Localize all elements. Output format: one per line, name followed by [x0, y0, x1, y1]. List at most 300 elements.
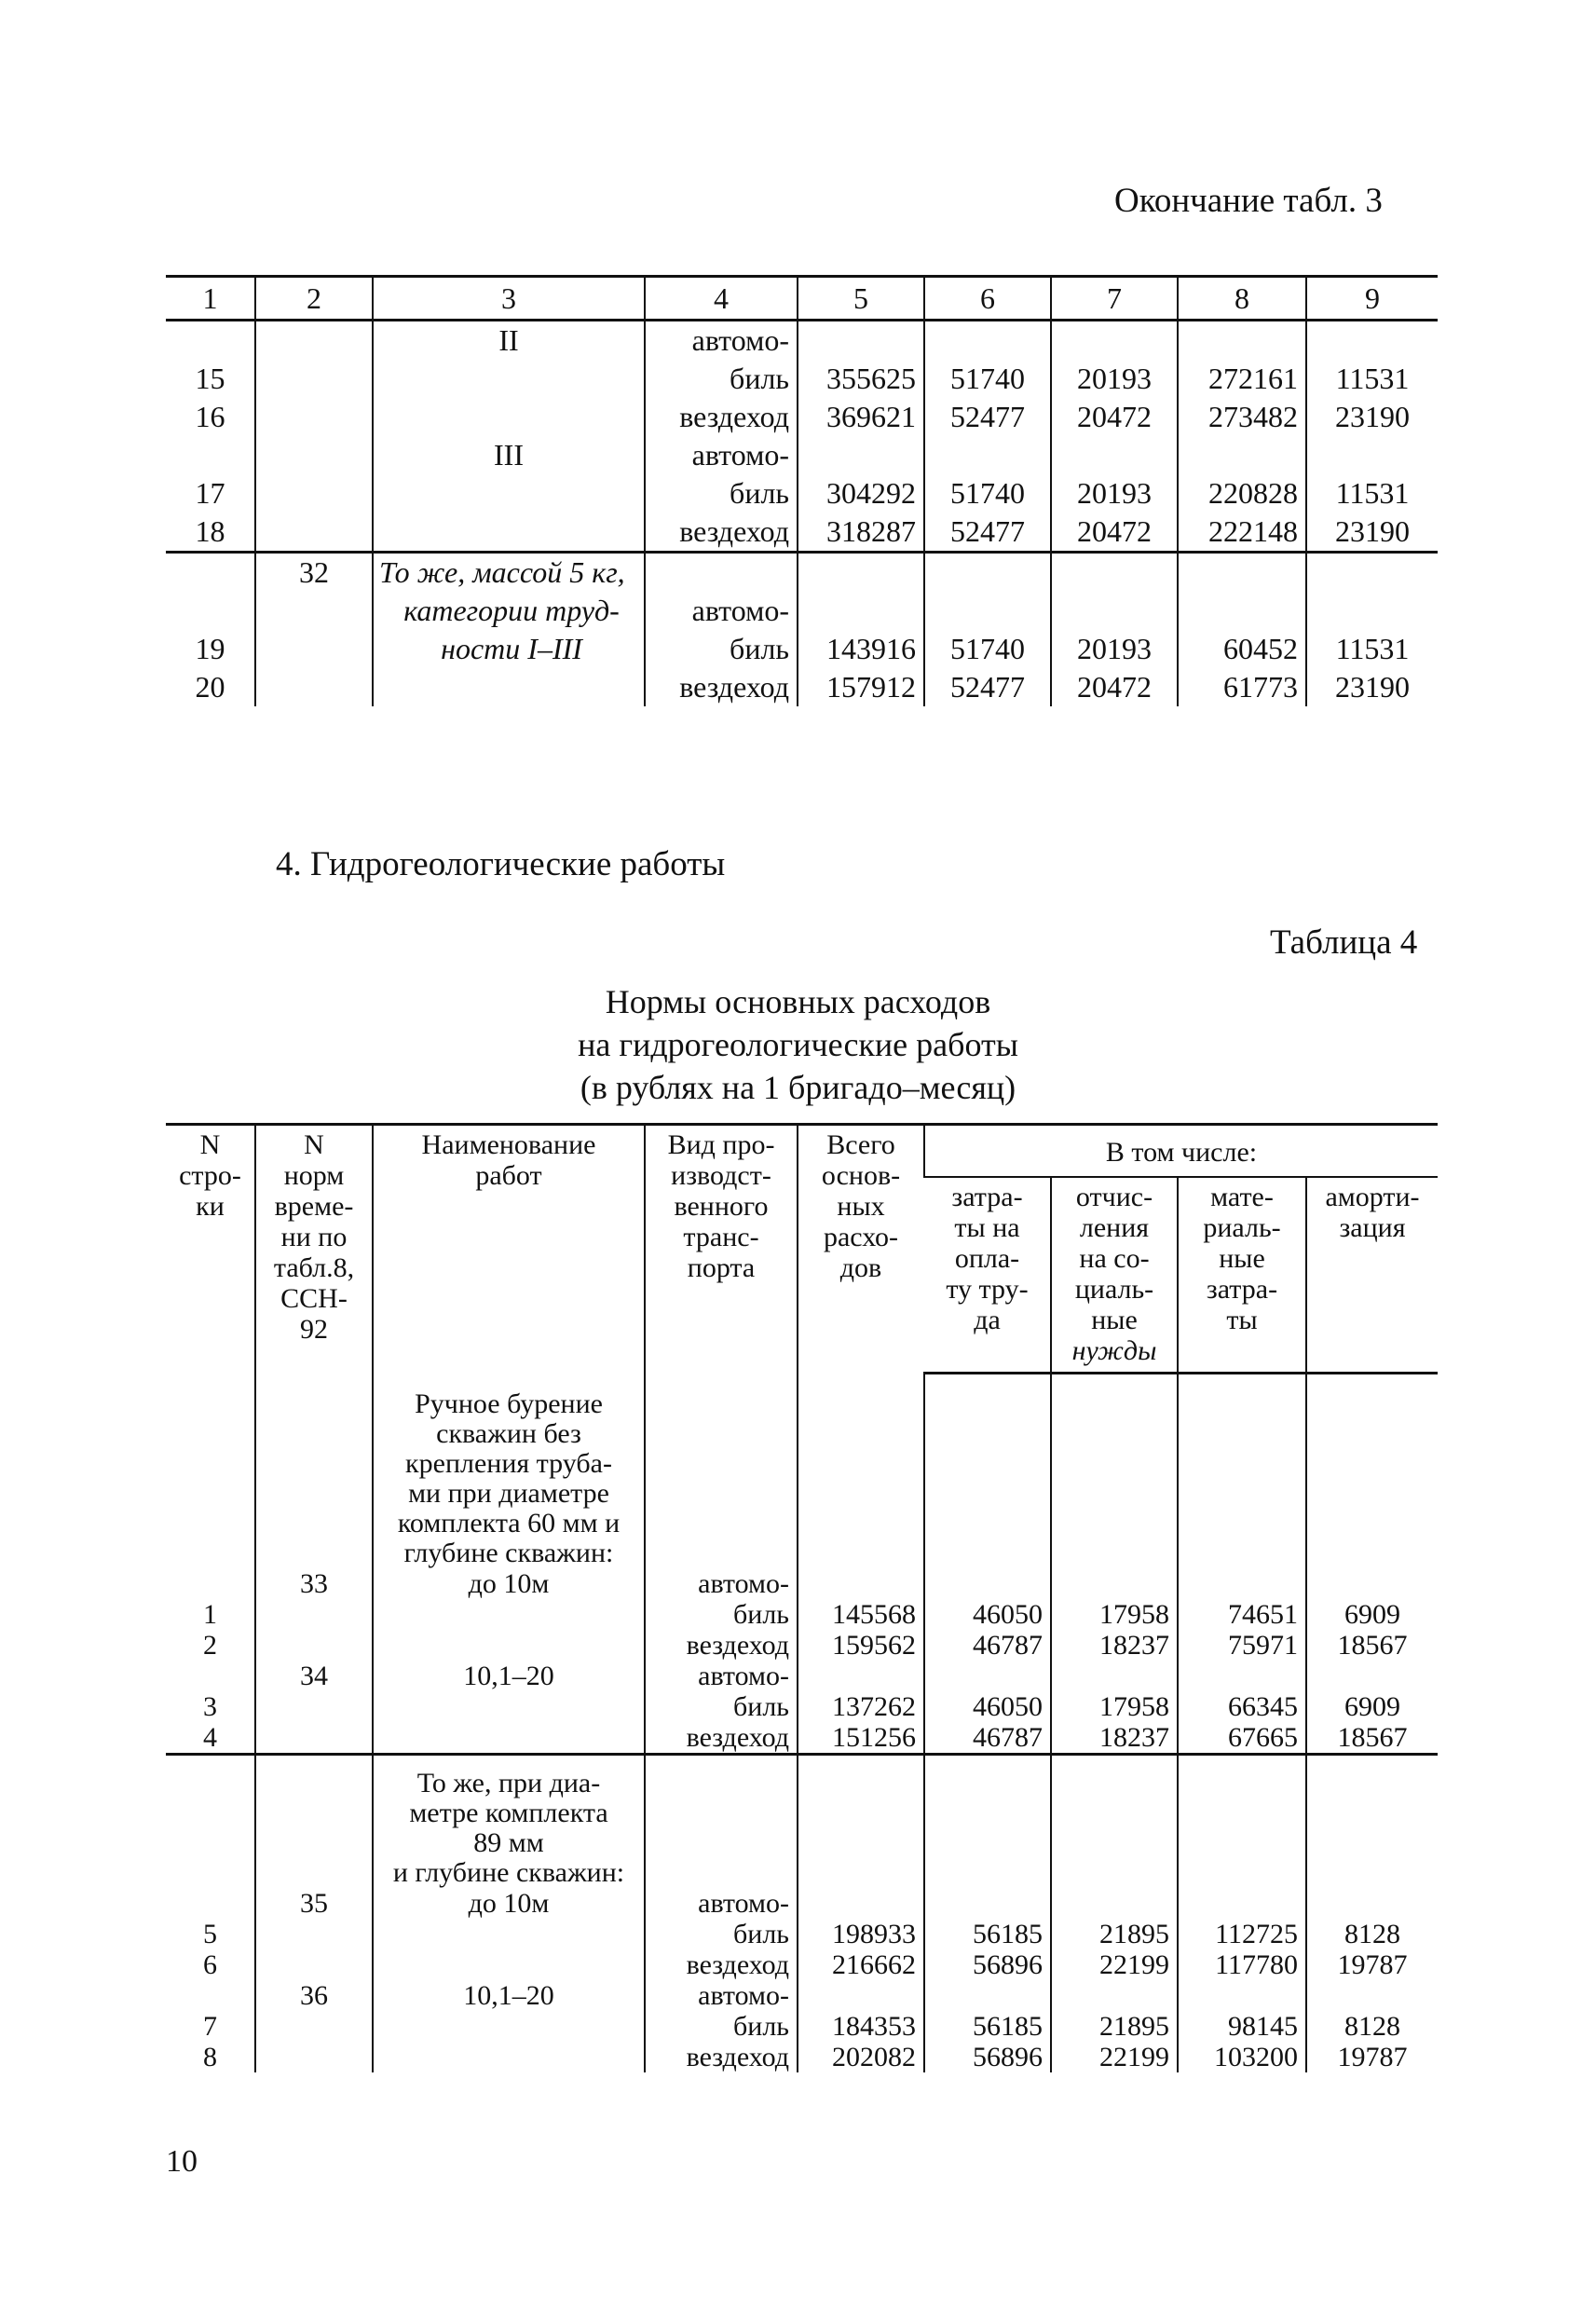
table-cell-norm: [255, 630, 373, 668]
header-line: време-: [274, 1191, 354, 1222]
table-cell-empty: [924, 1755, 1051, 1889]
table-cell-social: [1051, 1568, 1178, 1599]
table-cell-desc: [373, 398, 645, 436]
header-wages: [924, 1177, 1051, 1373]
table-cell-transport: вездеход: [645, 398, 798, 436]
header-line: стро-: [179, 1160, 241, 1191]
table-cell-row: 7: [203, 2011, 217, 2042]
table-cell-row: 2: [203, 1630, 217, 1661]
table-cell-total: 151256: [798, 1722, 924, 1755]
table-cell-materials: 273482: [1178, 398, 1306, 436]
table-cell-materials: [1178, 592, 1306, 630]
table-cell-row: [166, 1661, 255, 1691]
table-cell-transport: вездеход: [645, 668, 798, 706]
table-cell-social: [1051, 436, 1178, 474]
table-cell-total: 159562: [798, 1630, 924, 1661]
header-line: Наименование: [421, 1129, 596, 1160]
table-cell-materials: 67665: [1178, 1722, 1306, 1755]
description-line: ми при диаметре: [408, 1478, 609, 1509]
table-cell-total: 157912: [798, 668, 924, 706]
table-row: [166, 668, 1438, 706]
table-cell-social: 20472: [1051, 513, 1178, 553]
table-cell-norm: [255, 436, 373, 474]
table-4: [166, 1123, 1438, 2072]
table-cell-empty: [1306, 1373, 1438, 1568]
table-cell-total: [798, 592, 924, 630]
table-cell-materials: 220828: [1178, 474, 1306, 513]
header-line: ления: [1079, 1212, 1150, 1243]
table-cell-row: [166, 553, 255, 593]
table-cell-total: [798, 553, 924, 593]
table-cell-empty: [166, 1373, 255, 1568]
col-header: 2: [255, 277, 373, 321]
table-3-continuation: [166, 275, 1438, 706]
table-cell-empty: [255, 1755, 373, 1889]
table-cell-amort: 8128: [1306, 2011, 1438, 2042]
table-cell-row: 4: [166, 1722, 255, 1755]
table-cell-norm: [255, 474, 373, 513]
table-cell-total: [798, 436, 924, 474]
table-cell-wages: [924, 1888, 1051, 1919]
table-cell-transport: вездеход: [645, 513, 798, 553]
table-cell-norm: [255, 513, 373, 553]
table-cell-transport: биль: [645, 474, 798, 513]
table-cell-total: 143916: [798, 630, 924, 668]
table-cell-transport: биль: [645, 1919, 798, 1949]
description-line: комплекта 60 мм и: [397, 1508, 621, 1538]
group-description-row: [166, 1373, 1438, 1568]
table-cell-wages: [924, 1980, 1051, 2011]
table-cell-wages: 56185: [924, 2011, 1051, 2042]
table-cell-norm: [255, 668, 373, 706]
table-cell-row: 20: [195, 670, 225, 704]
table-cell-total: [798, 1568, 924, 1599]
table-cell-empty: [1051, 1755, 1178, 1889]
header-name: [373, 1125, 645, 1374]
header-transport: [645, 1125, 798, 1374]
table-cell-amort: 23190: [1306, 513, 1438, 553]
description-line: скважин без: [436, 1418, 581, 1449]
table-cell-name: [373, 1691, 645, 1722]
group-description: [373, 1755, 645, 1889]
table-cell-amort: 8128: [1306, 1919, 1438, 1949]
table-cell-amort: [1306, 553, 1438, 593]
header-line: зация: [1339, 1212, 1406, 1243]
header-line: норм: [283, 1160, 345, 1191]
table-cell-empty: [645, 1373, 798, 1568]
table-cell-wages: 56896: [924, 1949, 1051, 1980]
table-cell-transport: [645, 553, 798, 593]
table-cell-desc: [373, 474, 645, 513]
table-row: [166, 360, 1438, 398]
table-cell-wages: 46787: [924, 1722, 1051, 1755]
table-cell-wages: 52477: [924, 668, 1051, 706]
table-cell-total: 318287: [798, 513, 924, 553]
table-cell-total: 184353: [798, 2011, 924, 2042]
table-cell-amort: 19787: [1306, 1949, 1438, 1980]
table-cell-transport: автомо-: [645, 1568, 798, 1599]
table-cell-name: [373, 1599, 645, 1630]
table-cell-desc: ности I–III: [373, 630, 645, 668]
table-cell-norm: [255, 360, 373, 398]
table-cell-wages: [924, 1568, 1051, 1599]
table-cell-materials: [1178, 1888, 1306, 1919]
table-cell-social: 20193: [1051, 474, 1178, 513]
header-line: отчис-: [1075, 1182, 1153, 1212]
table-cell-desc: То же, массой 5 кг,: [373, 553, 645, 593]
table-cell-name: [373, 1722, 645, 1755]
table-cell-materials: 66345: [1178, 1691, 1306, 1722]
table-cell-amort: 18567: [1306, 1722, 1438, 1755]
table-cell-name: [373, 1630, 645, 1661]
table-cell-row: 18: [166, 513, 255, 553]
table-cell-norm: [255, 1630, 373, 1661]
table-cell-wages: 46050: [924, 1599, 1051, 1630]
header-line: дов: [839, 1252, 882, 1283]
table-cell-transport: автомо-: [645, 321, 798, 361]
table-4-title-line: на гидрогеологические работы: [578, 1026, 1018, 1063]
header-line: риаль-: [1203, 1212, 1281, 1243]
group-description: [373, 1373, 645, 1568]
table-row: [166, 1888, 1438, 1919]
table-cell-row: [166, 436, 255, 474]
header-materials: [1178, 1177, 1306, 1373]
table-row: [166, 1568, 1438, 1599]
table-cell-row: 8: [203, 2042, 217, 2072]
table-cell-row: 6: [203, 1949, 217, 1980]
table-cell-materials: 112725: [1178, 1919, 1306, 1949]
table-cell-materials: 117780: [1178, 1949, 1306, 1980]
table-row: [166, 436, 1438, 474]
table-cell-social: 18237: [1051, 1722, 1178, 1755]
description-line: и глубине скважин:: [392, 1857, 625, 1888]
table-4-title: [0, 980, 1596, 1109]
table-cell-norm: 32: [255, 553, 373, 593]
table-cell-row: 5: [203, 1919, 217, 1949]
table-cell-transport: биль: [645, 1599, 798, 1630]
table-row: [166, 1691, 1438, 1722]
header-line: ные: [1091, 1305, 1138, 1335]
table-row: [166, 321, 1438, 361]
table-cell-total: [798, 321, 924, 361]
table-cell-social: 22199: [1051, 1949, 1178, 1980]
table-cell-wages: 52477: [924, 513, 1051, 553]
table-cell-amort: [1306, 592, 1438, 630]
table-cell-empty: [798, 1755, 924, 1889]
table-cell-total: [798, 1980, 924, 2011]
table-cell-empty: [924, 1373, 1051, 1568]
col-header: 1: [166, 277, 255, 321]
header-total: [798, 1125, 924, 1374]
table-cell-norm: 36: [255, 1980, 373, 2011]
table-cell-materials: 98145: [1178, 2011, 1306, 2042]
table-cell-amort: 19787: [1306, 2042, 1438, 2072]
table-cell-desc: [373, 513, 645, 553]
header-line: порта: [687, 1252, 756, 1283]
table-cell-amort: [1306, 1661, 1438, 1691]
header-line: да: [974, 1305, 1001, 1335]
table-cell-norm: [255, 1599, 373, 1630]
table-cell-social: 20472: [1051, 668, 1178, 706]
description-line: Ручное бурение: [415, 1388, 603, 1419]
table-row: [166, 1722, 1438, 1755]
table-cell-total: 198933: [798, 1919, 924, 1949]
table-4-label: Таблица 4: [1270, 923, 1418, 962]
table-cell-name: до 10м: [373, 1568, 645, 1599]
table-cell-transport: автомо-: [645, 1661, 798, 1691]
table-cell-social: 18237: [1051, 1630, 1178, 1661]
header-line: нужды: [1071, 1335, 1157, 1366]
header-line: мате-: [1210, 1182, 1274, 1212]
table-cell-materials: [1178, 553, 1306, 593]
table-cell-empty: [645, 1755, 798, 1889]
col-header: 5: [798, 277, 924, 321]
table-cell-social: [1051, 553, 1178, 593]
description-line: крепления труба-: [405, 1448, 612, 1479]
col-header: 4: [645, 277, 798, 321]
table-4-title-line: (в рублях на 1 бригадо–месяц): [580, 1069, 1016, 1106]
table-cell-norm: [255, 1919, 373, 1949]
table-cell-materials: [1178, 1980, 1306, 2011]
header-line: ные: [1219, 1243, 1265, 1274]
table-cell-amort: [1306, 1980, 1438, 2011]
table-row: [166, 513, 1438, 553]
table-row: [166, 630, 1438, 668]
table-cell-wages: 51740: [924, 474, 1051, 513]
table-cell-materials: 103200: [1178, 2042, 1306, 2072]
header-line: Вид про-: [667, 1129, 775, 1160]
table-cell-materials: 75971: [1178, 1630, 1306, 1661]
table-cell-social: [1051, 321, 1178, 361]
table-cell-norm: 34: [255, 1661, 373, 1691]
table-cell-norm: [255, 1691, 373, 1722]
table-cell-wages: [924, 321, 1051, 361]
header-line: ССН-: [280, 1283, 348, 1314]
table-cell-desc: [373, 360, 645, 398]
header-line: ки: [196, 1191, 225, 1222]
table-cell-row: 19: [195, 632, 225, 665]
table-cell-social: 20193: [1051, 360, 1178, 398]
table-cell-wages: [924, 592, 1051, 630]
header-line: Всего: [826, 1129, 895, 1160]
table-cell-amort: 6909: [1306, 1599, 1438, 1630]
table-cell-materials: 222148: [1178, 513, 1306, 553]
table-row: [166, 1919, 1438, 1949]
table-cell-empty: [1178, 1755, 1306, 1889]
table-cell-total: 369621: [798, 398, 924, 436]
table-cell-transport: вездеход: [645, 2042, 798, 2072]
table-cell-row: 17: [195, 476, 225, 510]
table-cell-transport: вездеход: [645, 1630, 798, 1661]
header-line: 92: [300, 1314, 328, 1345]
table-row: [166, 1661, 1438, 1691]
description-line: метре комплекта: [409, 1798, 608, 1828]
table-cell-name: [373, 1949, 645, 1980]
table-cell-materials: 60452: [1178, 630, 1306, 668]
table-cell-row: 16: [195, 400, 225, 433]
table-cell-wages: 51740: [924, 630, 1051, 668]
col-header: 9: [1306, 277, 1438, 321]
table-cell-amort: 18567: [1306, 1630, 1438, 1661]
table-cell-row: 15: [195, 362, 225, 395]
table-cell-materials: [1178, 1568, 1306, 1599]
table-cell-transport: автомо-: [645, 1980, 798, 2011]
header-line: табл.8,: [273, 1252, 355, 1283]
table-cell-wages: 56185: [924, 1919, 1051, 1949]
table-cell-amort: 6909: [1306, 1691, 1438, 1722]
description-line: глубине скважин:: [403, 1538, 614, 1568]
table-row: [166, 592, 1438, 630]
table-cell-wages: 46050: [924, 1691, 1051, 1722]
header-line: N: [304, 1129, 324, 1160]
page-number: 10: [166, 2144, 198, 2179]
table-cell-transport: автомо-: [645, 436, 798, 474]
table-cell-total: 355625: [798, 360, 924, 398]
table-cell-social: 20193: [1051, 630, 1178, 668]
table-cell-transport: вездеход: [645, 1722, 798, 1755]
header-line: основ-: [821, 1160, 901, 1191]
table-cell-total: 145568: [798, 1599, 924, 1630]
table-cell-desc: II: [373, 321, 645, 361]
table-cell-social: 22199: [1051, 2042, 1178, 2072]
table-cell-name: [373, 1919, 645, 1949]
col-header: 7: [1051, 277, 1178, 321]
header-line: ты: [1226, 1305, 1258, 1335]
table-cell-social: [1051, 1980, 1178, 2011]
table-cell-row: [166, 321, 255, 361]
table-cell-transport: автомо-: [645, 1888, 798, 1919]
section-title: 4. Гидрогеологические работы: [276, 845, 726, 883]
table-cell-desc: [373, 668, 645, 706]
header-line: изводст-: [671, 1160, 771, 1191]
table-cell-wages: 46787: [924, 1630, 1051, 1661]
header-line: расхо-: [823, 1222, 899, 1252]
header-social: [1051, 1177, 1178, 1373]
table-cell-empty: [1051, 1373, 1178, 1568]
header-line: N: [199, 1129, 221, 1160]
table-cell-amort: 11531: [1306, 360, 1438, 398]
table-cell-total: 202082: [798, 2042, 924, 2072]
header-norm-no: [255, 1125, 373, 1374]
table-row: [166, 474, 1438, 513]
table-cell-desc: III: [373, 436, 645, 474]
table-4-title-line: Нормы основных расходов: [605, 983, 991, 1020]
header-line: на со-: [1079, 1243, 1150, 1274]
col-header: 8: [1178, 277, 1306, 321]
table-cell-transport: биль: [645, 360, 798, 398]
table-cell-empty: [1178, 1373, 1306, 1568]
table-cell-transport: биль: [645, 2011, 798, 2042]
table-cell-total: [798, 1661, 924, 1691]
table-cell-norm: 33: [255, 1568, 373, 1599]
table-row: [166, 1599, 1438, 1630]
table-cell-name: [373, 2011, 645, 2042]
table-cell-transport: автомо-: [645, 592, 798, 630]
col-header: 6: [924, 277, 1051, 321]
header-row-no: [166, 1125, 255, 1374]
table-cell-name: [373, 2042, 645, 2072]
table-cell-materials: [1178, 1661, 1306, 1691]
table-cell-total: [798, 1888, 924, 1919]
table-cell-norm: [255, 2042, 373, 2072]
table-cell-wages: 51740: [924, 360, 1051, 398]
table-cell-wages: 52477: [924, 398, 1051, 436]
table-cell-norm: [255, 592, 373, 630]
table-row: [166, 1949, 1438, 1980]
table-cell-desc: категории труд-: [373, 592, 645, 630]
header-line: ты на: [954, 1212, 1020, 1243]
table-cell-social: 21895: [1051, 2011, 1178, 2042]
table-cell-social: 17958: [1051, 1599, 1178, 1630]
table-cell-total: 216662: [798, 1949, 924, 1980]
header-line: опла-: [954, 1243, 1020, 1274]
table-cell-norm: 35: [255, 1888, 373, 1919]
table-cell-norm: [255, 321, 373, 361]
table-cell-social: [1051, 592, 1178, 630]
table-cell-empty: [798, 1373, 924, 1568]
table-cell-norm: [255, 1722, 373, 1755]
header-including: В том числе:: [924, 1125, 1438, 1178]
header-line: венного: [674, 1191, 769, 1222]
table-cell-materials: 272161: [1178, 360, 1306, 398]
header-line: затра-: [1206, 1274, 1278, 1305]
table-cell-social: 20472: [1051, 398, 1178, 436]
table-cell-amort: 23190: [1306, 668, 1438, 706]
header-line: ных: [837, 1191, 885, 1222]
header-line: аморти-: [1325, 1182, 1420, 1212]
table-cell-norm: [255, 1949, 373, 1980]
table-cell-transport: биль: [645, 630, 798, 668]
table-cell-amort: [1306, 1568, 1438, 1599]
table-row: [166, 1630, 1438, 1661]
table-row: [166, 2011, 1438, 2042]
header-line: циаль-: [1074, 1274, 1154, 1305]
table-cell-row: 1: [203, 1599, 217, 1630]
table-cell-social: [1051, 1661, 1178, 1691]
table-cell-materials: [1178, 321, 1306, 361]
table-cell-empty: [166, 1755, 255, 1889]
table-row: [166, 1980, 1438, 2011]
table-cell-row: [166, 1888, 255, 1919]
table-3-header-row: [166, 277, 1438, 321]
header-line: транс-: [683, 1222, 759, 1252]
table-cell-row: [166, 1980, 255, 2011]
table-cell-total: 137262: [798, 1691, 924, 1722]
table-cell-amort: 11531: [1306, 474, 1438, 513]
table-cell-empty: [255, 1373, 373, 1568]
description-line: 89 мм: [473, 1827, 544, 1858]
table-cell-wages: [924, 553, 1051, 593]
table-cell-name: 10,1–20: [373, 1980, 645, 2011]
table-cell-norm: [255, 2011, 373, 2042]
header-line: затра-: [951, 1182, 1023, 1212]
table-cell-transport: вездеход: [645, 1949, 798, 1980]
table-row: [166, 553, 1438, 593]
table-cell-row: [166, 1568, 255, 1599]
header-line: работ: [475, 1160, 542, 1191]
table-cell-empty: [1306, 1755, 1438, 1889]
table-cell-social: 17958: [1051, 1691, 1178, 1722]
header-amort: [1306, 1177, 1438, 1373]
col-header: 3: [373, 277, 645, 321]
table-cell-amort: 23190: [1306, 398, 1438, 436]
table-cell-materials: 74651: [1178, 1599, 1306, 1630]
table-row: [166, 398, 1438, 436]
table-cell-name: до 10м: [373, 1888, 645, 1919]
header-line: ни по: [280, 1222, 348, 1252]
continuation-label: Окончание табл. 3: [1114, 182, 1383, 220]
header-line: ту тру-: [946, 1274, 1029, 1305]
